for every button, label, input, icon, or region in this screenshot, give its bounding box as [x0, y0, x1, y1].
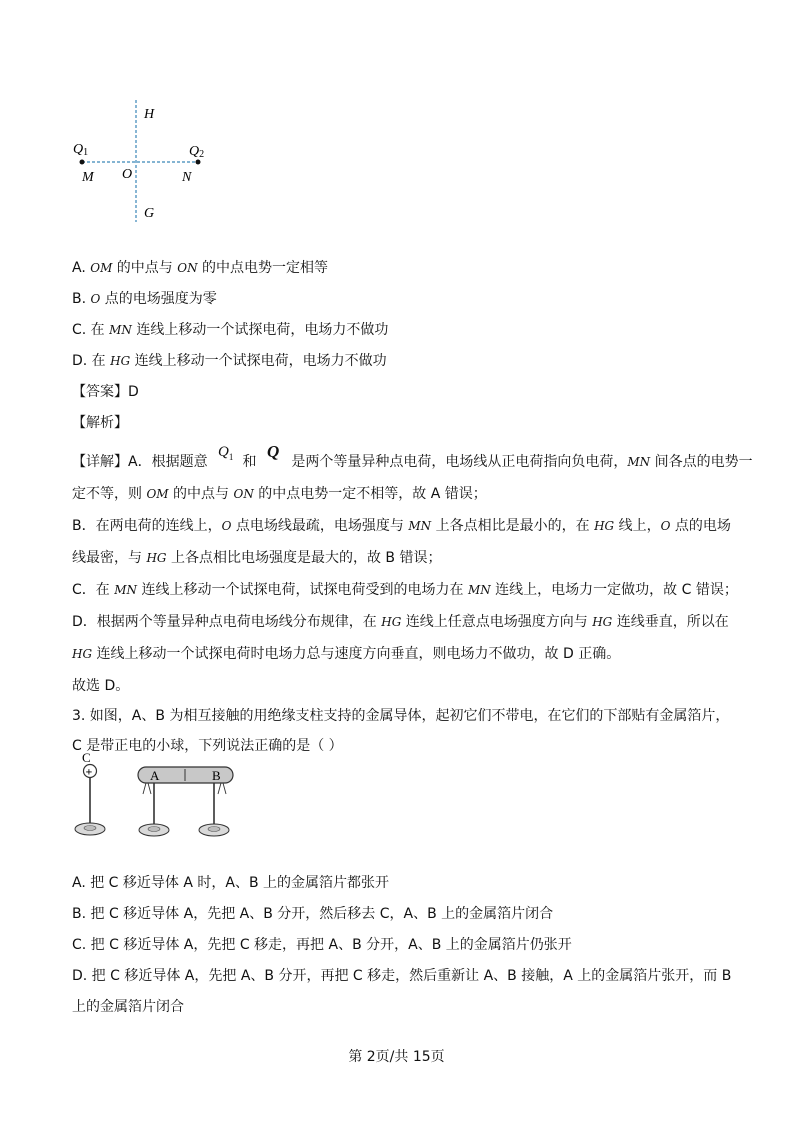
label-b: B: [212, 768, 221, 783]
foil-b: [218, 783, 226, 794]
label-n: N: [182, 170, 192, 185]
detail-line-1: 【详解】A．根据题意 $Q_1$ 和 Q 是两个等量异种点电荷，电场线从正电荷指向负电荷，MN 间各点的电势一: [72, 442, 753, 470]
q3-option-a: A. 把 C 移近导体 A 时，A、B 上的金属箔片都张开: [72, 875, 390, 891]
q2-option-d: D. 在 HG 连线上移动一个试探电荷，电场力不做功: [72, 353, 387, 369]
detail-line-6: D．根据两个等量异种点电荷电场线分布规律，在 HG 连线上任意点电场强度方向与 HG 连线垂直，所以在: [72, 614, 729, 630]
label-g: G: [144, 206, 155, 221]
q2-option-b: B. O 点的电场强度为零: [72, 291, 217, 307]
ball-c-base-inner: [84, 826, 96, 831]
label-c: C: [82, 750, 91, 765]
plus-sign: +: [85, 764, 93, 779]
label-o: O: [122, 167, 133, 182]
detail-line-8: 故选 D。: [72, 678, 130, 694]
label-m: M: [82, 170, 94, 185]
label-q2: Q2: [189, 144, 205, 160]
detail-line-7: HG 连线上移动一个试探电荷时电场力总与速度方向垂直，则电场力不做功，故 D 正确。: [72, 646, 621, 662]
q2-answer: 【答案】D: [72, 384, 139, 400]
label-a: A: [150, 768, 160, 783]
q3-option-d-line-2: 上的金属箔片闭合: [72, 999, 184, 1015]
foil-a: [143, 783, 151, 794]
page-footer: 第 2页/共 15页: [348, 1049, 445, 1065]
detail-line-4: 线最密，与 HG 上各点相比电场强度是最大的，故 B 错误；: [72, 550, 442, 566]
base-b-inner: [208, 827, 220, 832]
charges-diagram: [60, 90, 230, 230]
label-h: H: [144, 107, 155, 122]
q2-option-c: C. 在 MN 连线上移动一个试探电荷，电场力不做功: [72, 322, 389, 338]
q3-stem-line-2: C 是带正电的小球，下列说法正确的是（ ）: [72, 738, 343, 754]
q3-option-d-line-1: D. 把 C 移近导体 A，先把 A、B 分开，再把 C 移走，然后重新让 A、B 接触，A 上的金属箔片张开，而 B: [72, 968, 732, 984]
q2-option-a: A. OM 的中点与 ON 的中点电势一定相等: [72, 260, 329, 276]
label-q1: Q1: [73, 142, 89, 158]
conductor-diagram: [66, 750, 246, 845]
q3-stem-line-1: 3. 如图，A、B 为相互接触的用绝缘支柱支持的金属导体，起初它们不带电，在它们的下部贴有金属箔片，: [72, 708, 730, 724]
q3-option-c: C. 把 C 移近导体 A，先把 C 移走，再把 A、B 分开，A、B 上的金属箔片仍张开: [72, 937, 572, 953]
q3-option-b: B. 把 C 移近导体 A，先把 A、B 分开，然后移去 C，A、B 上的金属箔片闭合: [72, 906, 554, 922]
q2-analysis-label: 【解析】: [72, 415, 128, 431]
detail-line-5: C．在 MN 连线上移动一个试探电荷，试探电荷受到的电场力在 MN 连线上，电场力一定做功，故 C 错误；: [72, 582, 738, 598]
charge-q1-dot: [80, 160, 85, 165]
base-a-inner: [148, 827, 160, 832]
detail-line-3: B．在两电荷的连线上，O 点电场线最疏，电场强度与 MN 上各点相比是最小的，在 HG 线上，O 点的电场: [72, 518, 731, 534]
charge-q2-dot: [196, 160, 201, 165]
detail-line-2: 定不等，则 OM 的中点与 ON 的中点电势一定不相等，故 A 错误；: [72, 486, 487, 502]
